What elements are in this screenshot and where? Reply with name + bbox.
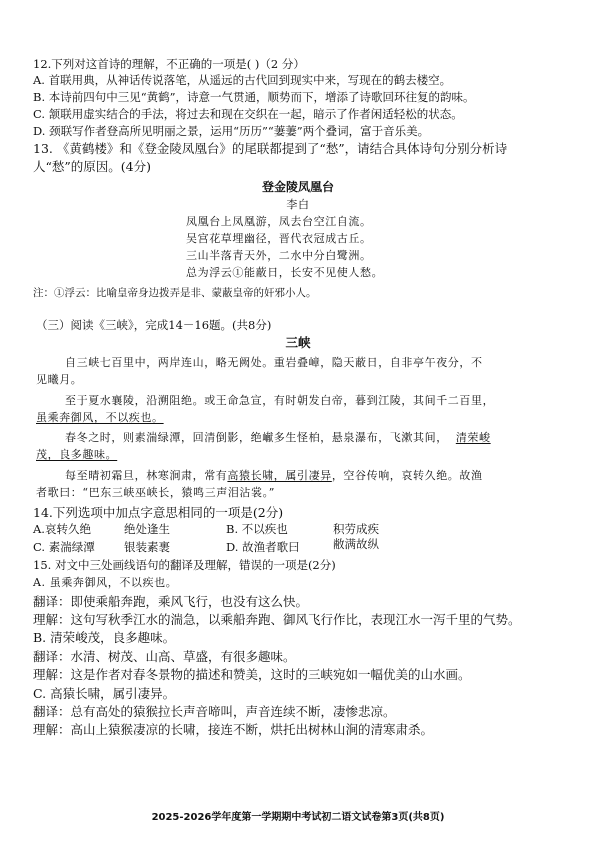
q15-b-translation: 翻译：水清、树茂、山高、草盛，有很多趣味。 [33, 649, 296, 664]
section3-heading: （三）阅读《三峡》，完成14－16题。(共8分) [36, 318, 272, 332]
passage-p4-line2: 者歌曰：“巴东三峡巫峡长，猿鸣三声泪沾裳。” [36, 486, 275, 499]
q12-stem: 12.下列对这首诗的理解，不正确的一项是( )（2 分） [33, 57, 305, 71]
passage-p3-line1 [65, 430, 491, 445]
poem-title: 登金陵凤凰台 [261, 180, 334, 194]
passage-p4-line1 [65, 468, 483, 483]
passage-p3-text: 春冬之时，则素湍绿潭，回清倒影，绝𪩘多生怪柏，悬泉瀑布，飞漱其间， [65, 431, 448, 444]
passage-p4-underlined: 高猿长啸，属引凄异 [227, 469, 332, 482]
q14-option-b-left: B. 不以疾也 [226, 522, 288, 536]
q14-option-b-right: 积劳成疾 [333, 522, 379, 536]
q15-stem: 15. 对文中三处画线语句的翻译及理解，错误的一项是(2分) [33, 558, 336, 572]
passage-p2-line1: 至于夏水襄陵，沿溯阻绝。或王命急宣，有时朝发白帝，暮到江陵，其间千二百里， [65, 394, 495, 407]
q15-b-understanding: 理解：这是作者对春冬景物的描述和赞美，这时的三峡宛如一幅优美的山水画。 [33, 667, 471, 682]
q15-a-understanding: 理解：这句写秋季江水的湍急，以乘船奔跑、御风飞行作比，表现江水一泻千里的气势。 [33, 612, 521, 627]
q14-stem: 14.下列选项中加点字意思相同的一项是(2分) [33, 505, 284, 520]
poem-line-3: 三山半落青天外，二水中分白鹭洲。 [186, 249, 372, 262]
page-footer: 2025-2026学年度第一学期期中考试初二语文试卷第3页(共8页) [151, 812, 445, 823]
poem-note: 注：①浮云：比喻皇帝身边拨弄是非、蒙蔽皇帝的奸邪小人。 [33, 287, 317, 299]
q15-c-translation: 翻译：总有高处的猿猴拉长声音啼叫，声音连续不断，凄惨悲凉。 [33, 704, 396, 719]
q12-option-d: D. 颈联写作者登高所见明丽之景，运用“历历”“萋萋”两个叠词，富于音乐美。 [33, 124, 430, 138]
q12-option-a: A. 首联用典，从神话传说落笔，从遥远的古代回到现实中来，写现在的鹤去楼空。 [33, 73, 452, 87]
q13-stem-line1: 13. 《黄鹤楼》和《登金陵凤凰台》的尾联都提到了“愁”，请结合具体诗句分别分析诗 [33, 141, 508, 156]
q14-option-a-right: 绝处逢生 [124, 522, 170, 536]
q12-option-b: B. 本诗前四句中三见“黄鹤”，诗意一气贯通，顺势而下，增添了诗歌回环往复的韵味。 [33, 90, 475, 104]
poem-line-1: 凤凰台上凤凰游，凤去台空江自流。 [186, 215, 372, 228]
q15-c-sentence: C. 高猿长啸，属引凄异。 [33, 686, 176, 701]
q15-c-understanding: 理解：高山上猿猴凄凉的长啸，接连不断，烘托出树林山涧的清寒肃杀。 [33, 722, 434, 737]
passage-p3-line2 [36, 447, 117, 462]
passage-p2-line2-underlined: 虽乘奔御风，不以疾也。 [36, 411, 164, 424]
q15-b-sentence: B. 清荣峻茂，良多趣味。 [33, 630, 176, 645]
passage-p3-underlined-end: 茂，良多趣味。 [36, 448, 118, 461]
poem-author: 李白 [286, 198, 310, 211]
passage-p4-text-a: 每至晴初霜旦，林寒涧肃，常有 [65, 469, 228, 482]
q14-option-c-left: C. 素湍绿潭 [33, 540, 95, 554]
passage-title: 三峡 [285, 335, 311, 350]
q14-option-d-right: 敝满故纵 [333, 537, 379, 551]
q15-a-translation: 翻译：即使乘船奔跑，乘风飞行，也没有这么快。 [33, 594, 309, 609]
q12-option-c: C. 颔联用虚实结合的手法，将过去和现在交织在一起，暗示了作者闲适轻松的状态。 [33, 107, 463, 121]
passage-p1-line2: 见曦月。 [36, 373, 83, 386]
q13-stem-line2: 人“愁”的原因。(4分) [33, 159, 151, 174]
q14-option-a-left: A.哀转久绝 [33, 522, 91, 536]
q14-option-c-right: 银装素裹 [124, 540, 170, 554]
poem-line-2: 吴宫花草埋幽径，晋代衣冠成古丘。 [186, 232, 372, 245]
poem-line-4: 总为浮云①能蔽日，长安不见使人愁。 [186, 266, 384, 279]
passage-p1-line1: 自三峡七百里中，两岸连山，略无阙处。重岩叠嶂，隐天蔽日，自非亭午夜分，不 [65, 356, 483, 369]
passage-p4-text-b: ，空谷传响，哀转久绝。故渔 [331, 469, 483, 482]
passage-p3-underlined-start: 清荣峻 [455, 431, 491, 444]
q14-option-d-left: D. 故渔者歌曰 [226, 540, 300, 554]
q15-a-sentence: A. 虽乘奔御风，不以疾也。 [33, 576, 178, 589]
